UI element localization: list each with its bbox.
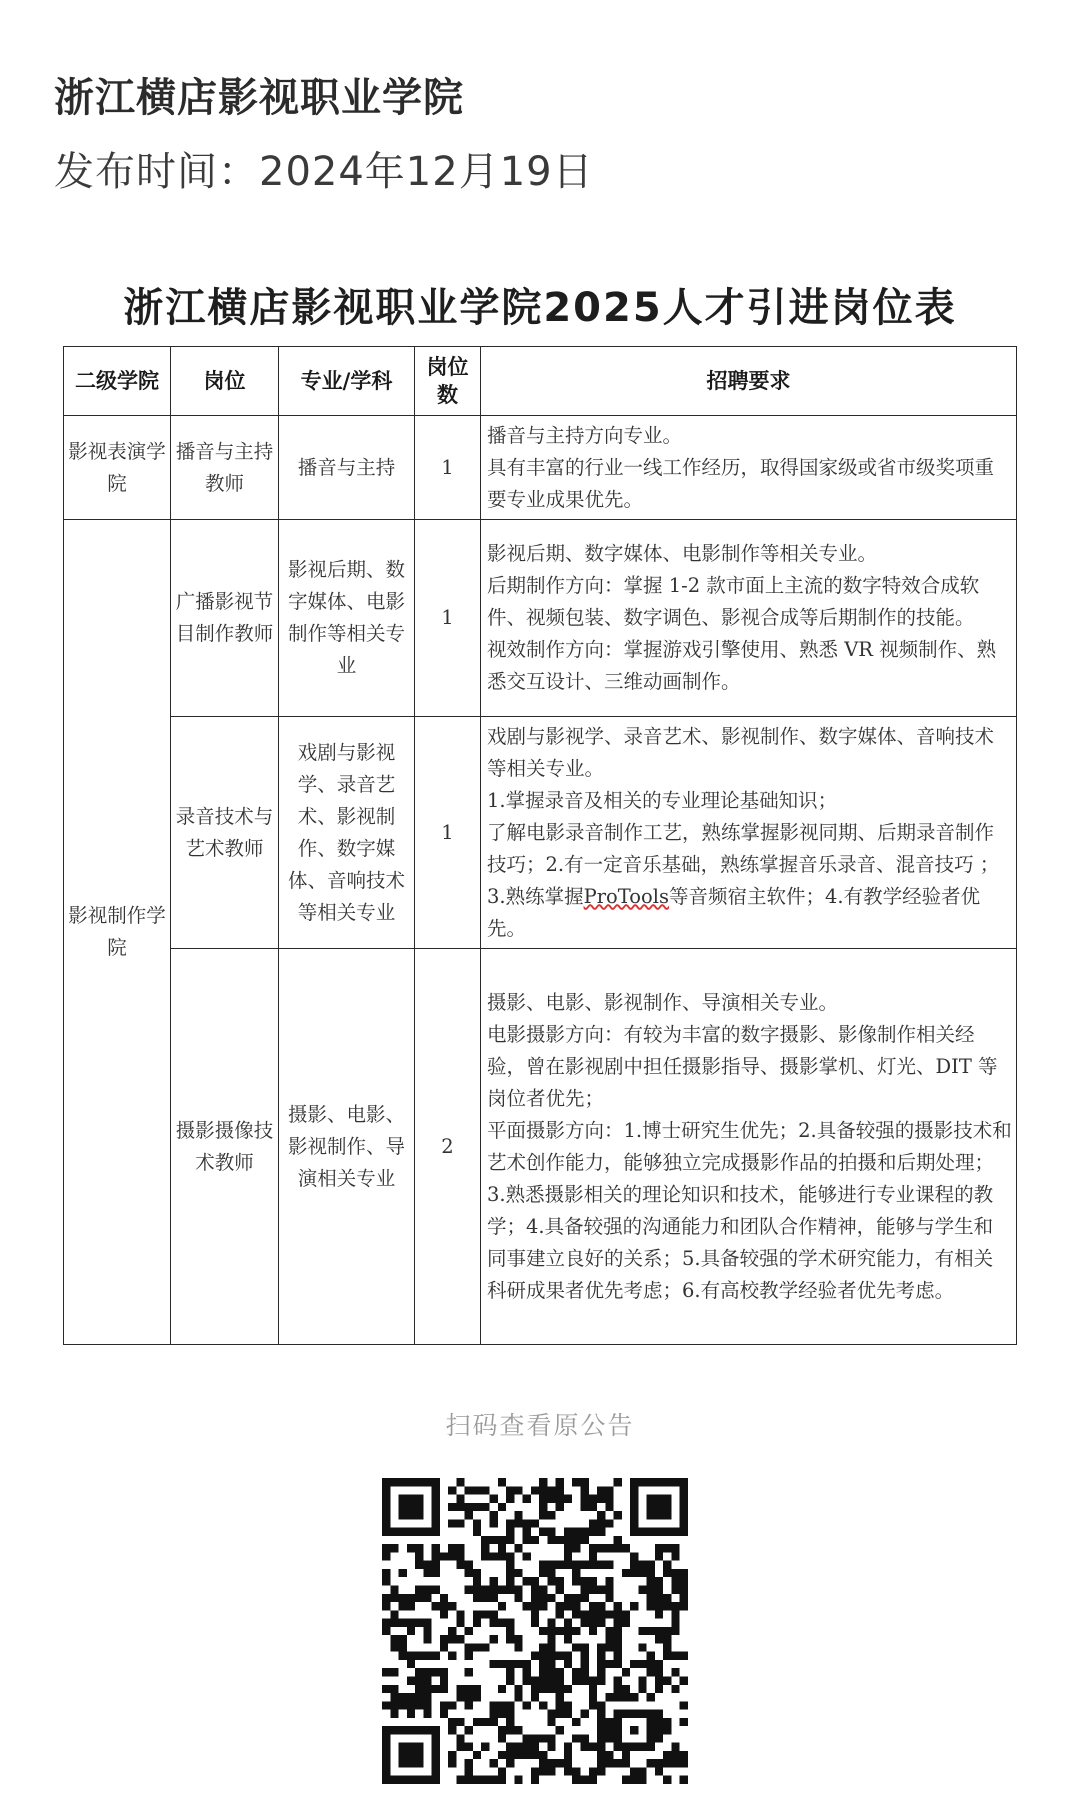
- header-position: 岗位: [171, 347, 279, 416]
- count-cell: 1: [415, 416, 481, 520]
- major-cell: 播音与主持: [279, 416, 415, 520]
- requirement-text: 了解电影录音制作工艺，熟练掌握影视同期、后期录音制作技巧；2.有一定音乐基础，熟练掌握音乐录音、混音技巧 ； 3.熟练掌握: [487, 820, 1000, 908]
- major-cell: 影视后期、数字媒体、电影制作等相关专业: [279, 520, 415, 717]
- header-count: 岗位数: [415, 347, 481, 416]
- count-cell: 1: [415, 520, 481, 717]
- requirements-cell: [481, 949, 1017, 1345]
- header-major: 专业/学科: [279, 347, 415, 416]
- requirement-line: 摄影、电影、影视制作、导演相关专业。: [487, 990, 839, 1014]
- major-cell: 摄影、电影、影视制作、导演相关专业: [279, 949, 415, 1345]
- college-cell: 影视制作学院: [64, 520, 171, 1345]
- position-cell: 广播影视节目制作教师: [171, 520, 279, 717]
- publish-time: 发布时间：2024年12月19日: [54, 149, 594, 195]
- requirement-line: 1.掌握录音及相关的专业理论基础知识；: [487, 788, 838, 812]
- requirement-line: 后期制作方向：掌握 1-2 款市面上主流的数字特效合成软件、视频包装、数字调色、影视合成等后期制作的技能。: [487, 574, 980, 629]
- requirement-line: 视效制作方向：掌握游戏引擎使用、熟悉 VR 视频制作、熟悉交互设计、三维动画制作。: [487, 638, 997, 693]
- requirements-cell: [481, 416, 1017, 520]
- header-college: 二级学院: [64, 347, 171, 416]
- positions-table: [63, 346, 1017, 1345]
- qr-code-icon[interactable]: [382, 1478, 688, 1784]
- requirements-cell: [481, 520, 1017, 717]
- position-cell: 摄影摄像技术教师: [171, 949, 279, 1345]
- requirement-text: 等音频宿主软件；4.有教学经验者优先。: [487, 884, 981, 940]
- major-cell: 戏剧与影视学、录音艺术、影视制作、数字媒体、音响技术等相关专业: [279, 717, 415, 949]
- requirement-line: 戏剧与影视学、录音艺术、影视制作、数字媒体、音响技术等相关专业。: [487, 724, 995, 780]
- requirement-line: 平面摄影方向：1.博士研究生优先；2.具备较强的摄影技术和艺术创作能力，能够独立完成摄影作品的拍摄和后期处理；3.熟悉摄影相关的理论知识和技术，能够进行专业课程的教学；4.具备较强的沟通能力和团队合作精神，能够与学生和同事建立良好的关系；5.具备较强的学术研究能力，有相关科研成果者优先考虑；6.有高校教学经验者优先考虑。: [487, 1118, 1012, 1302]
- requirement-line: 具有丰富的行业一线工作经历，取得国家级或省市级奖项重要专业成果优先。: [487, 455, 995, 511]
- position-cell: 录音技术与艺术教师: [171, 717, 279, 949]
- table-row: [64, 717, 1017, 949]
- college-cell: 影视表演学院: [64, 416, 171, 520]
- count-cell: 2: [415, 949, 481, 1345]
- count-cell: 1: [415, 717, 481, 949]
- table-row: [64, 520, 1017, 717]
- table-row: [64, 416, 1017, 520]
- requirement-line: [487, 817, 1012, 945]
- requirement-line: 电影摄影方向：有较为丰富的数字摄影、影像制作相关经验，曾在影视剧中担任摄影指导、摄影掌机、灯光、DIT 等岗位者优先；: [487, 1022, 998, 1110]
- table-row: [64, 949, 1017, 1345]
- table-header-row: [64, 347, 1017, 416]
- position-cell: 播音与主持教师: [171, 416, 279, 520]
- requirement-line: 影视后期、数字媒体、电影制作等相关专业。: [487, 542, 878, 565]
- requirement-line: 播音与主持方向专业。: [487, 423, 683, 447]
- requirements-cell: [481, 717, 1017, 949]
- scan-label: 扫码查看原公告: [445, 1411, 635, 1440]
- document-title: 浙江横店影视职业学院2025人才引进岗位表: [123, 285, 957, 331]
- header-requirements: 招聘要求: [481, 347, 1017, 416]
- org-name: 浙江横店影视职业学院: [54, 75, 464, 121]
- protools-term: ProTools: [583, 884, 670, 908]
